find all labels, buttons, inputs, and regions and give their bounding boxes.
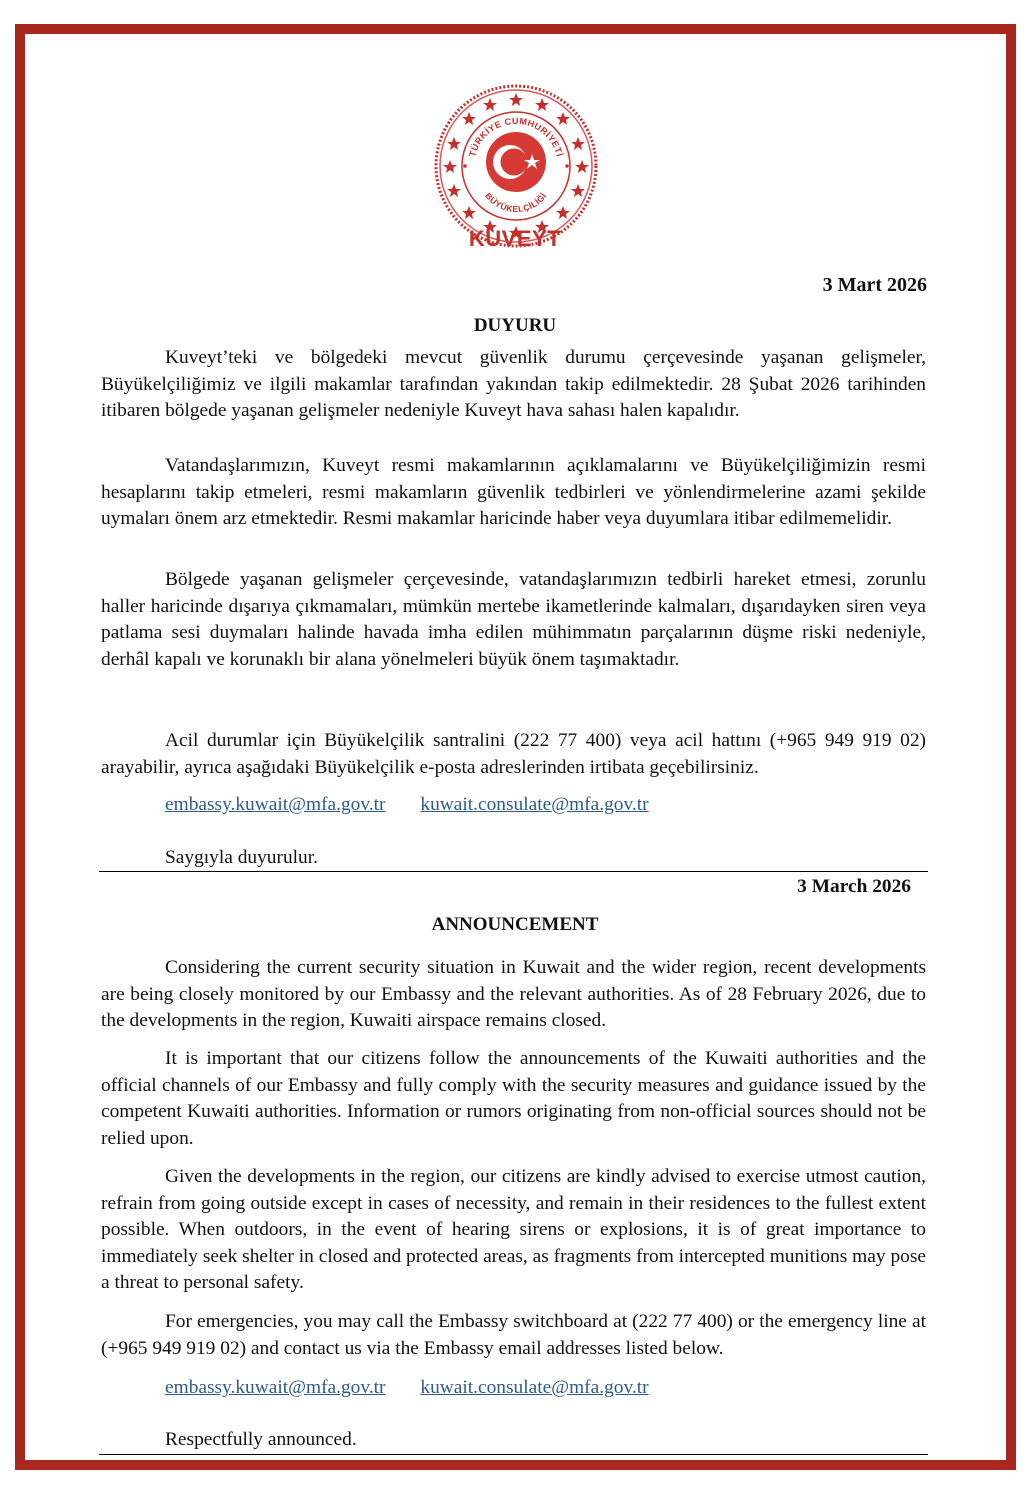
paragraph-tr-1: Kuveyt’teki ve bölgedeki mevcut güvenlik durumu çerçevesinde yaşanan gelişmeler, Büyükelçiliğimiz ve ilgili makamlar tarafından yakından takip edilmektedir. 28 Şubat 2026 tarihinden itibaren bölgede yaşanan gelişmeler nedeniyle Kuveyt hava sahası halen kapalıdır. (101, 347, 926, 421)
email-links-english (165, 1377, 679, 1399)
email-link-consulate[interactable]: kuwait.consulate@mfa.gov.tr (420, 1377, 649, 1398)
paragraph-en-3: Given the developments in the region, our citizens are kindly advised to exercise utmost caution, refrain from going outside except in cases of necessity, and remain in their residences to the fullest extent possible. When outdoors, in the event of hearing sirens or explosions, it is of great importance to immediately seek shelter in closed and protected areas, as fragments from intercepted munitions may pose a threat to personal safety. (101, 1166, 926, 1293)
svg-text:BÜYÜKELÇİLİĞİ (483, 191, 548, 214)
title-english: ANNOUNCEMENT (431, 914, 599, 935)
email-link-consulate[interactable]: kuwait.consulate@mfa.gov.tr (420, 794, 649, 815)
paragraph-tr-3: Bölgede yaşanan gelişmeler çerçevesinde, vatandaşlarımızın tedbirli hareket etmesi, zorunlu haller haricinde dışarıya çıkmamaları, mümkün mertebe ikametlerinde kalmaları, dışarıdayken siren veya patlama sesi duymaları halinde havada imha edilen mühimmatın parçalarının düşme riski nedeniyle, derhâl kapalı ve korunaklı bir alana yönelmeleri büyük önem taşımaktadır. (101, 569, 926, 670)
title-turkish: DUYURU (473, 315, 557, 336)
embassy-city-name: KUVEYT (468, 226, 562, 251)
paragraph-en-1: Considering the current security situation in Kuwait and the wider region, recent developments are being closely monitored by our Embassy and the relevant authorities. As of 28 February 2026, due to the developments in the region, Kuwaiti airspace remains closed. (101, 957, 926, 1031)
email-links-turkish (165, 794, 679, 816)
email-link-embassy[interactable]: embassy.kuwait@mfa.gov.tr (165, 794, 386, 815)
embassy-seal-icon (432, 82, 600, 250)
closing-turkish: Saygıyla duyurulur. (165, 847, 318, 868)
date-english: 3 March 2026 (797, 876, 911, 897)
closing-english: Respectfully announced. (165, 1429, 357, 1450)
seal-top-text: TÜRKİYE CUMHURİYETİ (467, 115, 565, 158)
date-turkish: 3 Mart 2026 (822, 274, 927, 296)
seal-bottom-text: BÜYÜKELÇİLİĞİ (483, 190, 549, 215)
bottom-rule (99, 1454, 928, 1455)
email-link-embassy[interactable]: embassy.kuwait@mfa.gov.tr (165, 1377, 386, 1398)
paragraph-tr-4: Acil durumlar için Büyükelçilik santralini (222 77 400) veya acil hattını (+965 949 919 02) arayabilir, ayrıca aşağıdaki Büyükelçilik e-posta adreslerinden irtibata geçebilirsiniz. (101, 730, 926, 778)
paragraph-en-4: For emergencies, you may call the Embassy switchboard at (222 77 400) or the emergency line at (+965 949 919 02) and contact us via the Embassy email addresses listed below. (101, 1311, 926, 1359)
paragraph-en-2: It is important that our citizens follow the announcements of the Kuwaiti authorities and the official channels of our Embassy and fully comply with the security measures and guidance issued by the competent Kuwaiti authorities. Information or rumors originating from non-official sources should not be relied upon. (101, 1048, 926, 1149)
section-divider (99, 871, 928, 872)
paragraph-tr-2: Vatandaşlarımızın, Kuveyt resmi makamlarının açıklamalarını ve Büyükelçiliğimizin resmi hesaplarını takip etmeleri, resmi makamların güvenlik tedbirleri ve yönlendirmelerine azami şekilde uymaları önem arz etmektedir. Resmi makamlar haricinde haber veya duyumlara itibar edilmemelidir. (101, 455, 926, 529)
